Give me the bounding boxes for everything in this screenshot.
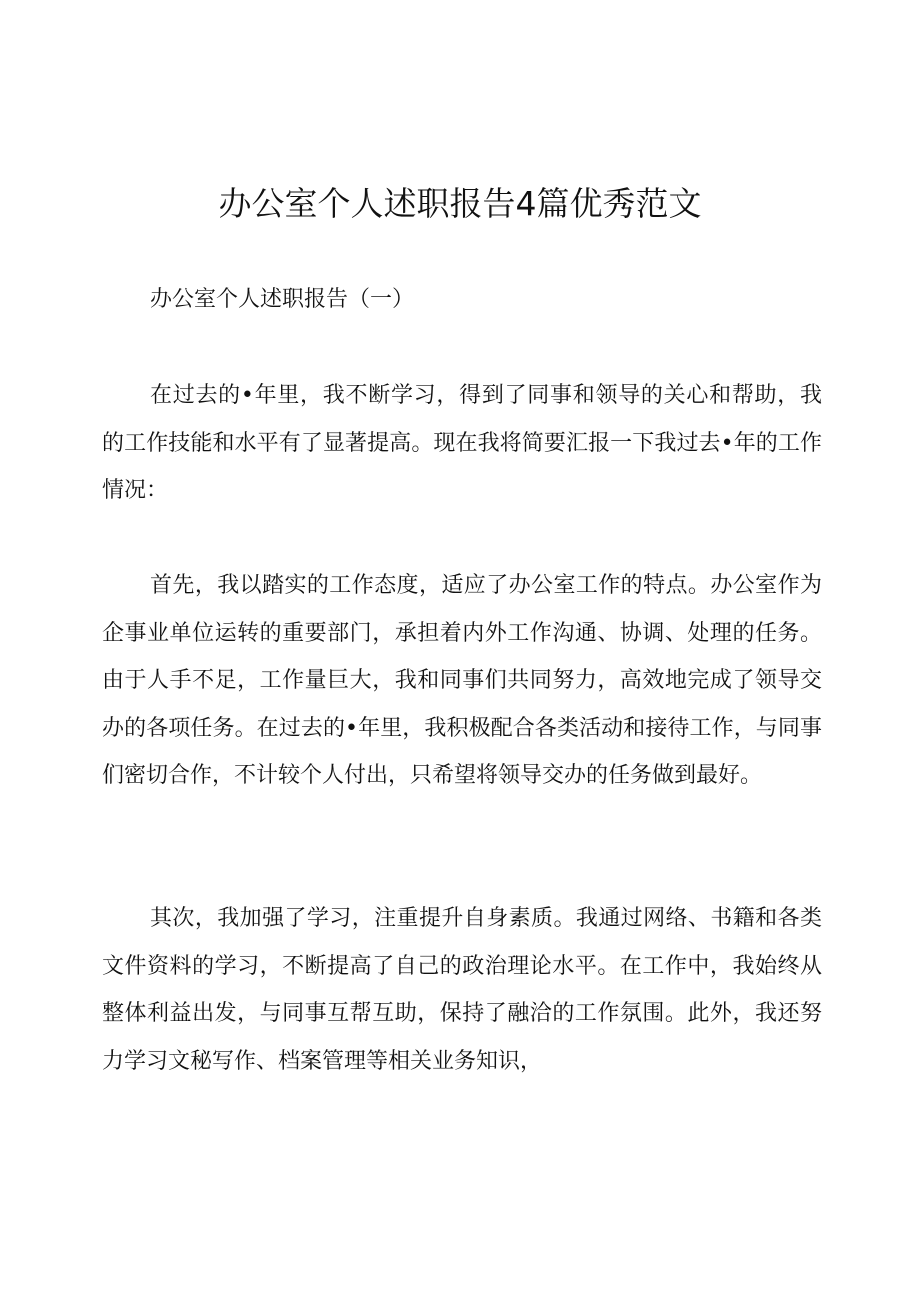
document-title: 办公室个人述职报告4篇优秀范文 (218, 184, 702, 223)
paragraph-work-attitude: 首先，我以踏实的工作态度，适应了办公室工作的特点。办公室作为企事业单位运转的重要部门，承担着内外工作沟通、协调、处理的任务。由于人手不足，工作量巨大，我和同事们共同努力，高效地完成了领导交办的各项任务。在过去的•年里，我积极配合各类活动和接待工作，与同事们密切合作，不计较个人付出，只希望将领导交办的任务做到最好。 (102, 573, 822, 788)
section-heading: 办公室个人述职报告（一） (150, 287, 415, 312)
paragraph-intro: 在过去的•年里，我不断学习，得到了同事和领导的关心和帮助，我的工作技能和水平有了显著提高。现在我将简要汇报一下我过去•年的工作情况： (102, 383, 822, 503)
paragraph-learning: 其次，我加强了学习，注重提升自身素质。我通过网络、书籍和各类文件资料的学习，不断提高了自己的政治理论水平。在工作中，我始终从整体利益出发，与同事互帮互助，保持了融洽的工作氛围。此外，我还努力学习文秘写作、档案管理等相关业务知识， (102, 906, 822, 1074)
